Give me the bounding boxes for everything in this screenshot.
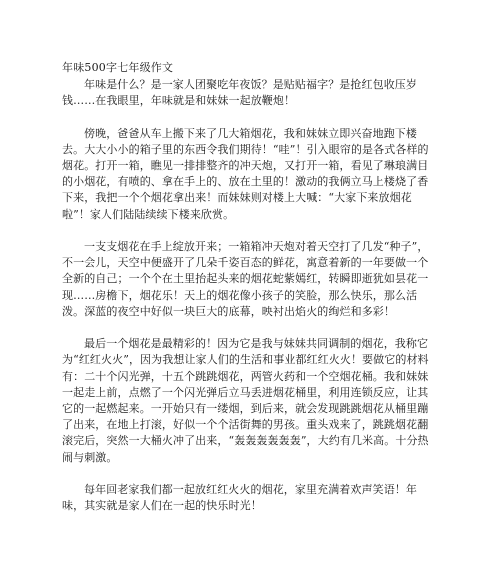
paragraph-5: 每年回老家我们都一起放红红火火的烟花，家里充满着欢声笑语！年味，其实就是家人们在一起的快乐时光！ bbox=[62, 483, 417, 513]
document-title: 年味500字七年级作文 bbox=[62, 61, 174, 74]
paragraph-1: 年味是什么？是一家人团聚吃年夜饭？是贴贴福字？是抢红包收压岁钱……在我眼里，年味就是和妹妹一起放鞭炮！ bbox=[62, 78, 417, 108]
paragraph-4: 最后一个烟花是最精彩的！因为它是我与妹妹共同调制的烟花，我称它为“红红火火”，因为我想让家人们的生活和事业都红红火火！要做它的材料有：二十个闪光弹，十五个跳跳烟花，两管火药和一个空烟花桶。我和妹妹一起走上前，点燃了一个闪光弹后立马丢进烟花桶里，利用连锁反应，让其它的一起燃起来。一开始只有一缕烟，到后来，就会发现跳跳烟花从桶里蹦了出来，在地上打滚，好似一个个活街舞的男孩。重头戏来了，跳跳烟花翻滚完后，突然一大桶火冲了出来，“轰轰轰轰轰轰”，大约有几米高。十分热闹与刺激。 bbox=[62, 337, 429, 464]
paragraph-2: 傍晚，爸爸从车上搬下来了几大箱烟花，我和妹妹立即兴奋地跑下楼去。大大小小的箱子里的东西令我们期待！“哇”！引入眼帘的是各式各样的烟花。打开一箱，瞧见一排排整齐的冲天炮，又打开一箱，看见了琳琅满目的小烟花，有喷的、拿在手上的、放在土里的！激动的我俩立马上楼烧了香下来，我把一个个烟花拿出来！而妹妹则对楼上大喊：“大家下来放烟花啦”！家人们陆陆续续下楼来欣赏。 bbox=[62, 126, 429, 221]
paragraph-3: 一支支烟花在手上绽放开来；一箱箱冲天炮对着天空打了几发“种子”，不一会儿，天空中便盛开了几朵千姿百态的鲜花，寓意着新的一年要做一个全新的自己；一个个在土里抬起头来的烟花蛇紫嫣红，转瞬即逝犹如昙花一现……房檐下，烟花乐！天上的烟花像小孩子的笑脸，那么快乐，那么活泼。深蓝的夜空中好似一块巨大的底幕，映衬出焰火的绚烂和多彩！ bbox=[62, 240, 429, 318]
document-body bbox=[62, 77, 439, 514]
